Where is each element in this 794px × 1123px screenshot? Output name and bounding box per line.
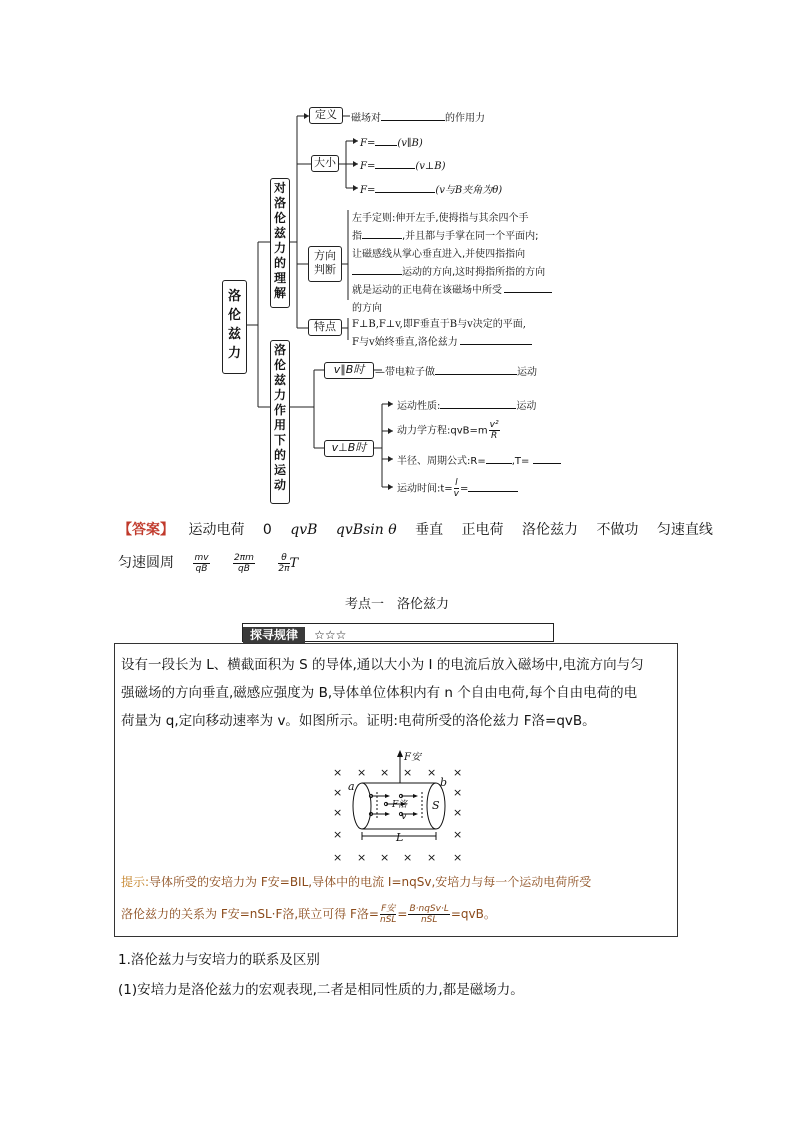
blank: [375, 135, 397, 146]
vertical-char: 下: [273, 433, 286, 447]
field-cross: ×: [453, 851, 463, 864]
hint-text: 提示:导体所受的安培力为 F安=BIL,导体中的电流 I=nqSv,安培力与每一个运动电荷所受 洛伦兹力的关系为 F安=nSL·F洛,联立可得 F洛= $\frac{\text{F安}}{\text{nSL}}$ = $\frac{\text{B·nqSv·L}}{\text{nSL}}$ =qvB。: [121, 875, 592, 925]
vertical-char: 动: [273, 478, 286, 492]
vertical-char: 的: [273, 448, 286, 462]
blank: [375, 182, 435, 193]
vertical-char: 用: [273, 418, 286, 432]
magnitude-row1: F= (v∥B): [360, 135, 423, 150]
answer-item: 运动电荷: [188, 522, 245, 538]
field-cross: ×: [380, 766, 390, 779]
figure-label-l: L: [396, 831, 404, 844]
answer-item: qvB: [290, 522, 318, 538]
field-cross: ×: [357, 851, 367, 864]
blank: [504, 282, 552, 293]
body-heading: 1.洛伦兹力与安培力的联系及区别: [118, 952, 320, 968]
vertical-char: 对: [273, 181, 286, 195]
field-cross: ×: [403, 766, 413, 779]
answer-item: 匀速直线: [656, 522, 713, 538]
blank: [533, 453, 561, 464]
answer-label: 【答案】: [118, 522, 174, 538]
answer-frac: $\frac{mv}{qB}$: [194, 552, 209, 574]
perp-row2: 动力学方程:qvB=m $\frac{\text{v²}}{R}$: [397, 420, 499, 441]
vertical-char: 洛: [273, 343, 286, 357]
blank: [352, 264, 402, 275]
field-cross: ×: [453, 766, 463, 779]
answer-row1: [118, 519, 727, 539]
field-cross: ×: [453, 806, 463, 819]
mindmap-root: [222, 280, 247, 374]
answer-frac: $\frac{2\pi m}{qB}$: [234, 552, 254, 574]
perp-row3: 半径、周期公式:R= ,T=: [397, 453, 561, 468]
vertical-char: 力: [273, 241, 286, 255]
answer-item: 洛伦兹力: [521, 522, 578, 538]
parallel-box: v∥B时: [324, 362, 374, 379]
magnitude-box: 大小: [311, 155, 339, 172]
parallel-text: —带电粒子做 运动: [375, 364, 537, 379]
figure-label-s: S: [432, 799, 440, 812]
vertical-char: 兹: [273, 226, 286, 240]
vertical-char: 伦: [227, 308, 241, 323]
answer-item: 不做功: [596, 522, 639, 538]
blank: [440, 398, 516, 409]
vertical-char: 力: [227, 346, 241, 361]
vertical-char: 洛: [273, 196, 286, 210]
field-cross: ×: [333, 786, 343, 799]
blank: [486, 453, 512, 464]
direction-box: [308, 246, 342, 282]
answer-item: 垂直: [415, 522, 444, 538]
blank: [468, 481, 518, 492]
magnitude-row3: F= (v与B夹角为θ): [360, 182, 502, 197]
field-cross: ×: [427, 851, 437, 864]
vertical-char: 作: [273, 403, 286, 417]
vertical-char: 兹: [227, 327, 241, 342]
answer-item: qvBsin θ: [335, 522, 397, 538]
blank: [460, 334, 532, 345]
feature-box: 特点: [308, 319, 342, 336]
answer-item: 匀速圆周: [118, 555, 174, 571]
field-cross: ×: [333, 766, 343, 779]
definition-box: 定义: [309, 107, 343, 124]
blank: [435, 364, 517, 375]
problem-text: 设有一段长为 L、横截面积为 S 的导体,通以大小为 I 的电流后放入磁场中,电流方向与匀 强磁场的方向垂直,磁感应强度为 B,导体单位体积内有 n 个自由电荷,每个自由电荷的电 荷量为 q,定向移动速率为 v。如图所示。证明:电荷所受的洛伦兹力 F洛=qvB。: [121, 657, 644, 729]
vertical-char: 运: [273, 463, 286, 477]
field-cross: ×: [427, 766, 437, 779]
definition-text: 磁场对 的作用力: [351, 110, 485, 125]
figure-label-f-luo: F洛: [392, 800, 408, 810]
blank: [375, 158, 415, 169]
vertical-char: 兹: [273, 373, 286, 387]
answer-item: 0: [262, 522, 272, 538]
feature-text: F⊥B,F⊥v,即F垂直于B与v决定的平面, F与v始终垂直,洛伦兹力: [352, 316, 532, 352]
blank: [362, 228, 402, 239]
field-cross: ×: [357, 766, 367, 779]
field-cross: ×: [333, 806, 343, 819]
mindmap-branch1: [270, 178, 290, 308]
field-cross: ×: [333, 851, 343, 864]
figure-label-v: v: [401, 811, 407, 822]
answer-frac: $\frac{\theta}{2\pi}$: [278, 552, 290, 574]
perp-box: v⊥B时: [324, 440, 374, 457]
vertical-char: 力: [273, 388, 286, 402]
body-paragraph: (1)安培力是洛伦兹力的宏观表现,二者是相同性质的力,都是磁场力。: [118, 982, 524, 998]
answer-item: 正电荷: [461, 522, 504, 538]
vertical-char: 的: [273, 256, 286, 270]
figure-label-b: b: [440, 776, 448, 789]
vertical-char: 伦: [273, 358, 286, 372]
section-title: 考点一 洛伦兹力: [344, 597, 449, 612]
vertical-char: 洛: [227, 289, 241, 304]
perp-row4: 运动时间:t= $\frac{l}{v}$ =: [397, 478, 518, 499]
magnitude-row2: F= (v⊥B): [360, 158, 446, 173]
field-cross: ×: [453, 786, 463, 799]
vertical-char: 伦: [273, 211, 286, 225]
field-cross: ×: [453, 828, 463, 841]
field-cross: ×: [380, 851, 390, 864]
figure-label-f-an: F安: [404, 752, 421, 763]
direction-label-line: 判断: [314, 263, 336, 276]
blank: [381, 110, 445, 121]
figure-label-a: a: [348, 780, 355, 793]
perp-row1: 运动性质: 运动: [397, 398, 536, 413]
direction-label-line: 方向: [314, 249, 336, 262]
vertical-char: 理: [273, 271, 286, 285]
direction-text: 左手定则:伸开左手,使拇指与其余四个手 指 ,并且都与手掌在同一个平面内; 让磁感线从掌心垂直进入,并使四指指向 运动的方向,这时拇指所指的方向 就是运动的正电荷在该磁场中所受 的方向: [352, 210, 552, 318]
answer-row2: 匀速圆周 $\frac{mv}{qB}$ $\frac{2\pi m}{qB}$ $\frac{\theta}{2\pi}$ T: [118, 552, 299, 574]
mindmap-branch2: [270, 340, 290, 504]
vertical-char: 解: [273, 286, 286, 300]
field-cross: ×: [403, 851, 413, 864]
field-cross: ×: [333, 828, 343, 841]
section-banner: 探寻规律 ☆☆☆: [242, 623, 554, 642]
